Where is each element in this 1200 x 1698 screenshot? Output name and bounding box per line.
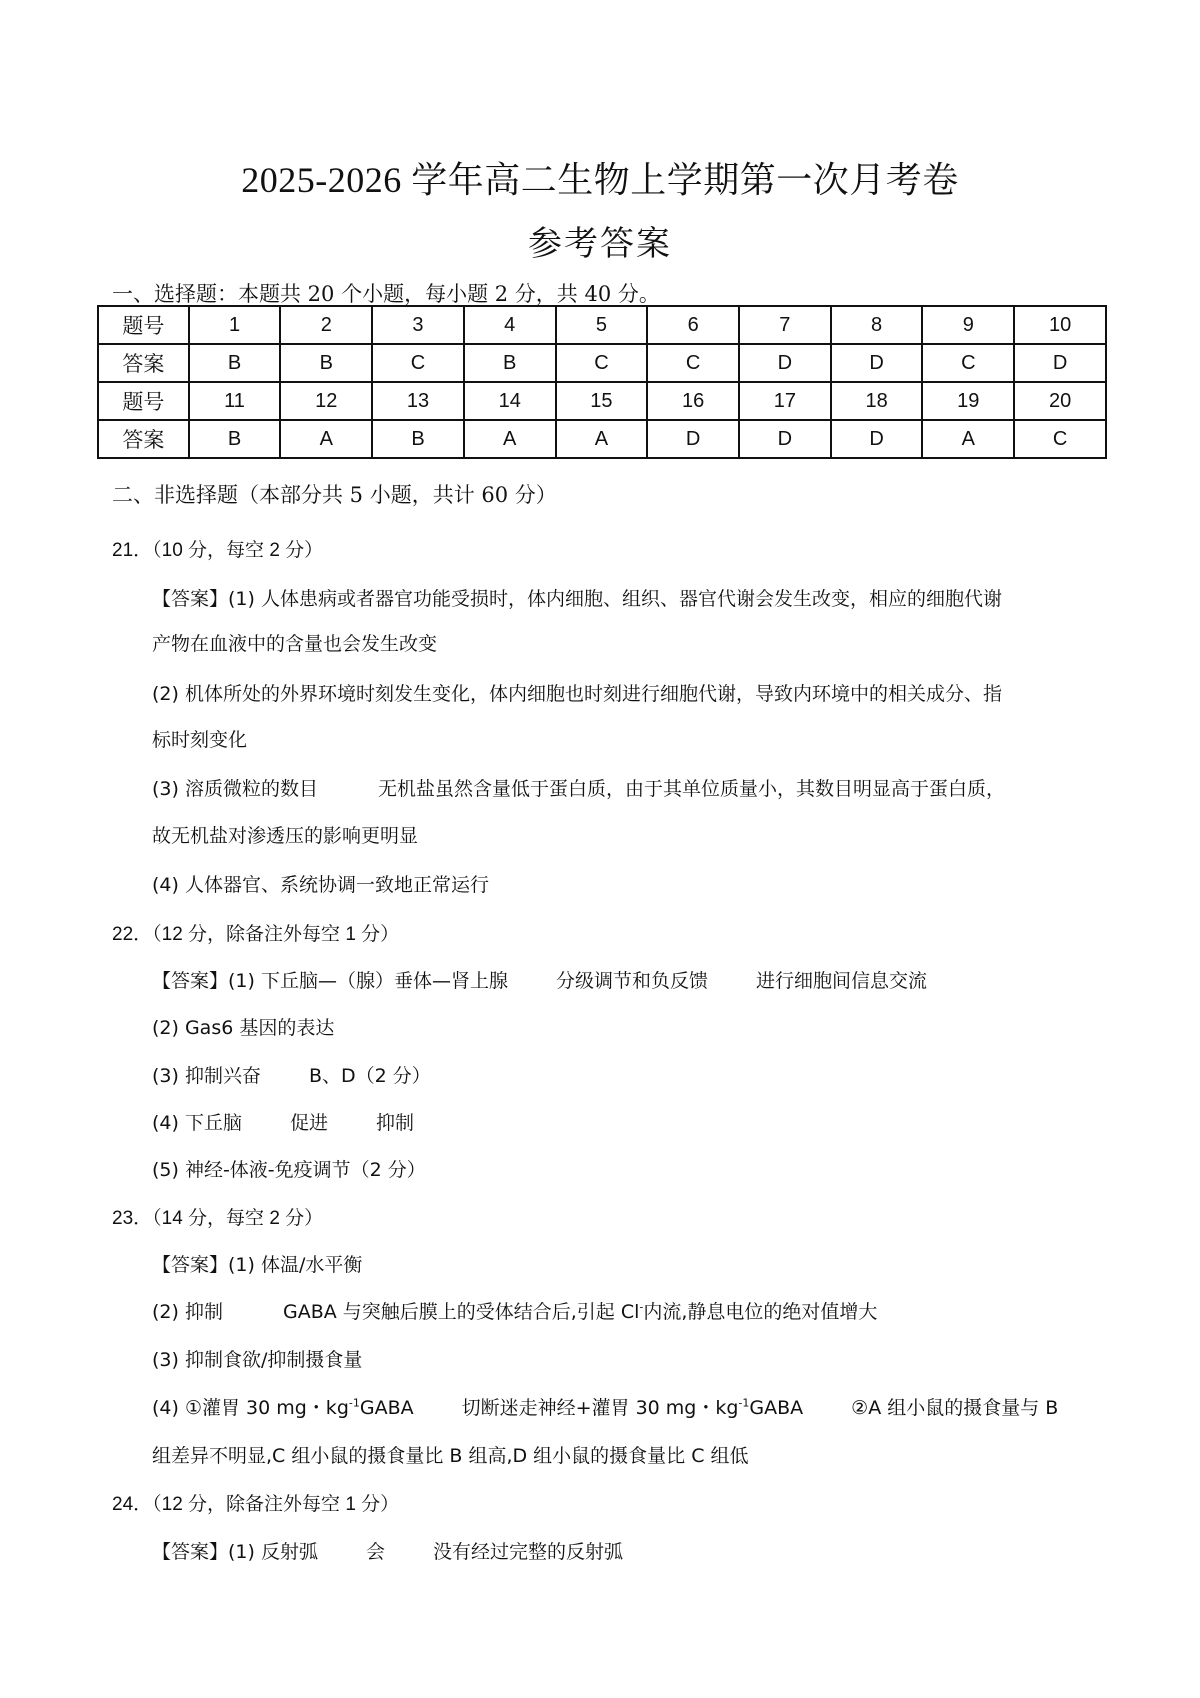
q22-answer-part: 进行细胞间信息交流 [755,970,927,992]
answer-cell: C [1014,420,1106,458]
table-row [98,420,1106,458]
q23-answer-line [152,1297,877,1324]
q21-answer-line: 【答案】(1) 人体患病或者器官功能受损时，体内细胞、组织、器官代谢会发生改变，相应的细胞代谢 [152,588,1002,610]
q22-answer-line [152,1061,431,1088]
answer-table [97,305,1107,459]
question-number: 8 [831,306,923,344]
answer-cell: C [556,344,648,382]
q21-answer-part: 无机盐虽然含量低于蛋白质，由于其单位质量小，其数目明显高于蛋白质， [377,778,1005,800]
page-subtitle: 参考答案 [528,226,672,263]
q24-answer-part: 没有经过完整的反射弧 [432,1541,623,1563]
q21-answer-line [152,774,1005,801]
question-23-header: 23．（14 分，每空 2 分） [112,1208,324,1229]
answer-cell: A [280,420,372,458]
question-number: 10 [1014,306,1106,344]
q22-answer-line: (2) Gas6 基因的表达 [152,1017,335,1039]
q21-answer-line: (2) 机体所处的外界环境时刻发生变化，体内细胞也时刻进行细胞代谢，导致内环境中的相关成分、指 [152,683,1002,705]
table-row [98,344,1106,382]
q21-answer-part: (3) 溶质微粒的数目 [152,778,318,800]
q23-answer-part: GABA [359,1397,414,1419]
question-number: 11 [189,382,281,420]
answer-cell: A [922,420,1014,458]
q22-answer-part: 促进 [289,1112,328,1134]
table-row [98,306,1106,344]
question-number: 12 [280,382,372,420]
q23-answer-line: 【答案】(1) 体温/水平衡 [152,1254,363,1276]
row-label: 答案 [98,420,189,458]
answer-cell: D [1014,344,1106,382]
superscript: - [639,1300,644,1314]
question-number: 1 [189,306,281,344]
answer-cell: C [372,344,464,382]
answer-cell: D [647,420,739,458]
question-number: 13 [372,382,464,420]
answer-cell: A [556,420,648,458]
q22-answer-part: 抑制 [375,1112,414,1134]
q24-answer-line [152,1537,623,1564]
answer-cell: B [189,344,281,382]
q21-answer-line: (4) 人体器官、系统协调一致地正常运行 [152,874,489,896]
question-number: 18 [831,382,923,420]
question-22-header: 22．（12 分，除备注外每空 1 分） [112,924,400,945]
answer-cell: C [922,344,1014,382]
section-1-heading: 一、选择题：本题共 20 个小题，每小题 2 分，共 40 分。 [112,282,660,306]
q22-answer-line: (5) 神经-体液-免疫调节（2 分） [152,1159,426,1181]
q22-answer-part: B、D（2 分） [308,1065,431,1087]
q23-answer-line: (3) 抑制食欲/抑制摄食量 [152,1349,363,1371]
answer-cell: D [739,344,831,382]
section-2-heading: 二、非选择题（本部分共 5 小题，共计 60 分） [112,483,557,507]
question-number: 7 [739,306,831,344]
answer-cell: D [739,420,831,458]
question-number: 3 [372,306,464,344]
row-label: 题号 [98,382,189,420]
q22-answer-line [152,966,927,993]
q22-answer-part: 分级调节和负反馈 [555,970,708,992]
q23-answer-line [152,1393,1058,1420]
question-number: 15 [556,382,648,420]
q23-answer-part: (2) 抑制 [152,1301,223,1323]
q23-answer-part: 内流,静息电位的绝对值增大 [643,1301,878,1323]
superscript: -1 [348,1396,360,1410]
row-label: 题号 [98,306,189,344]
question-21-header: 21．（10 分，每空 2 分） [112,540,324,561]
q22-answer-part: (4) 下丘脑 [152,1112,242,1134]
question-number: 19 [922,382,1014,420]
answer-cell: B [280,344,372,382]
answer-cell: B [372,420,464,458]
answer-cell: D [831,344,923,382]
question-number: 14 [464,382,556,420]
answer-cell: A [464,420,556,458]
question-number: 17 [739,382,831,420]
answer-cell: B [189,420,281,458]
q22-answer-part: 【答案】(1) 下丘脑—（腺）垂体—肾上腺 [152,970,508,992]
q23-answer-part: ②A 组小鼠的摄食量与 B [851,1397,1059,1419]
row-label: 答案 [98,344,189,382]
answer-cell: C [647,344,739,382]
question-number: 5 [556,306,648,344]
question-24-header: 24．（12 分，除备注外每空 1 分） [112,1494,400,1515]
q23-answer-part: GABA [749,1397,804,1419]
page-title: 2025-2026 学年高二生物上学期第一次月考卷 [241,160,959,200]
question-number: 6 [647,306,739,344]
q21-answer-line: 标时刻变化 [152,729,248,751]
q22-answer-part: (3) 抑制兴奋 [152,1065,261,1087]
question-number: 20 [1014,382,1106,420]
q22-answer-line [152,1108,414,1135]
superscript: -1 [738,1396,750,1410]
question-number: 4 [464,306,556,344]
q24-answer-part: 【答案】(1) 反射弧 [152,1541,318,1563]
question-number: 9 [922,306,1014,344]
q23-answer-part: GABA 与突触后膜上的受体结合后,引起 Cl [282,1301,640,1323]
question-number: 16 [647,382,739,420]
q21-answer-line: 故无机盐对渗透压的影响更明显 [152,825,419,847]
q23-answer-part: 切断迷走神经+灌胃 30 mg・kg [461,1397,739,1419]
answer-cell: D [831,420,923,458]
q21-answer-line: 产物在血液中的含量也会发生改变 [152,633,438,655]
q23-answer-line: 组差异不明显,C 组小鼠的摄食量比 B 组高,D 组小鼠的摄食量比 C 组低 [152,1445,749,1467]
answer-cell: B [464,344,556,382]
q24-answer-part: 会 [365,1541,385,1563]
table-row [98,382,1106,420]
q23-answer-part: (4) ①灌胃 30 mg・kg [152,1397,349,1419]
question-number: 2 [280,306,372,344]
